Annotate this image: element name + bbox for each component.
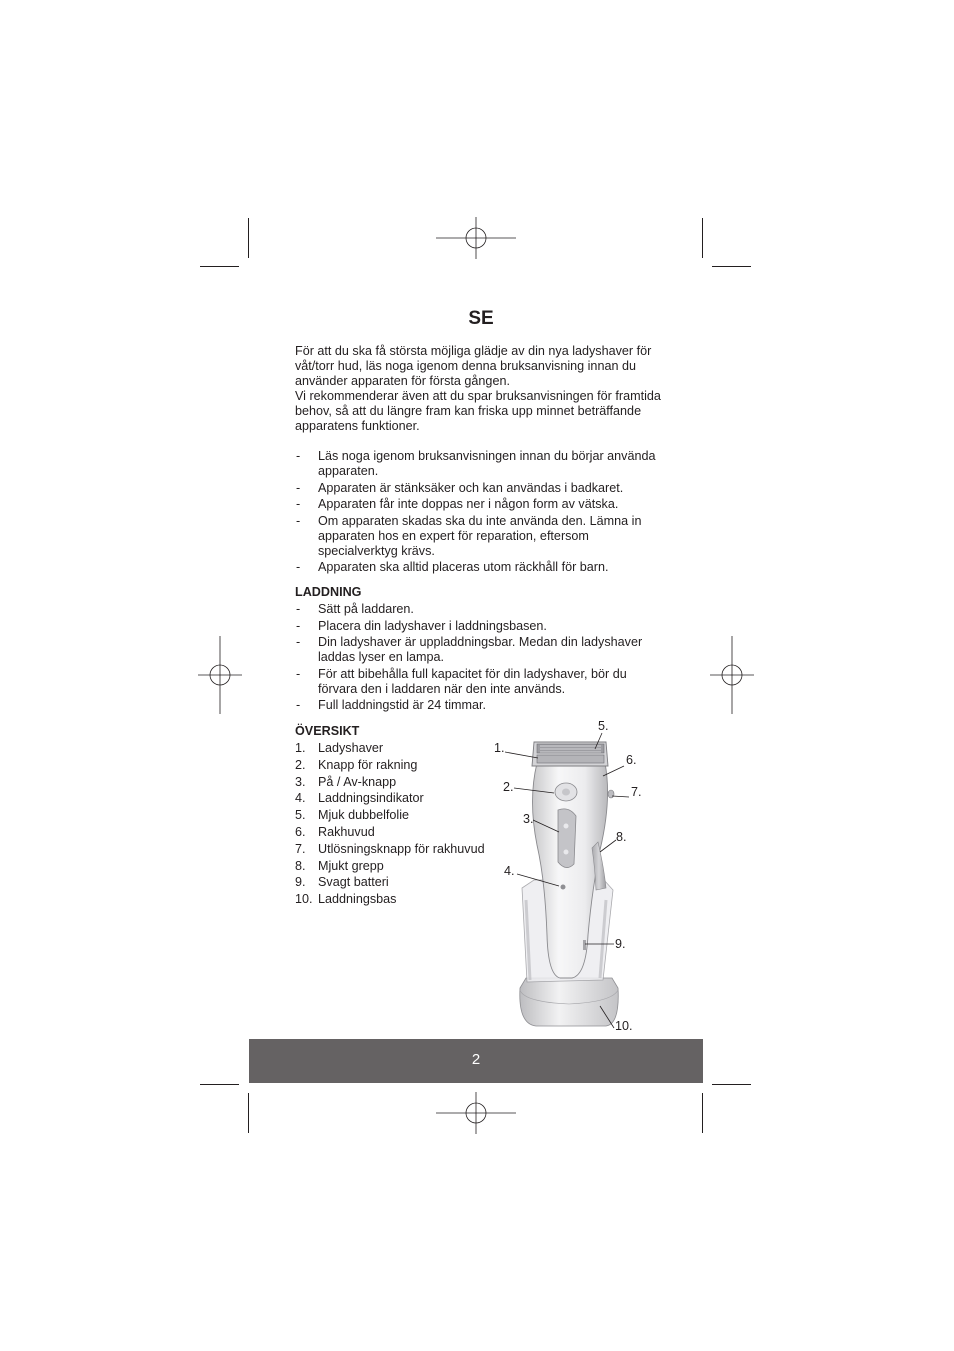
list-item: - Apparaten är stänksäker och kan användas i badkaret. <box>295 481 667 496</box>
on-off-button <box>558 809 576 868</box>
registration-mark-right <box>710 636 754 714</box>
registration-mark-top <box>436 217 516 259</box>
item-number: 1. <box>295 741 306 755</box>
item-number: 3. <box>295 774 306 789</box>
item-number: 10. <box>295 892 313 907</box>
crop-mark <box>200 1084 239 1085</box>
release-button <box>608 790 614 798</box>
item-label: På / Av-knapp <box>318 774 397 789</box>
language-heading: SE <box>468 308 494 329</box>
charging-base <box>520 978 618 1026</box>
page-number: 2 <box>471 1051 481 1068</box>
item-label: Knapp för rakning <box>318 757 418 772</box>
crop-mark <box>248 1093 249 1133</box>
item-label: Utlösningsknapp för rakhuvud <box>318 841 485 856</box>
ladyshaver-illustration <box>488 712 648 1040</box>
list-item: - Apparaten ska alltid placeras utom räckhåll för barn. <box>295 560 667 575</box>
item-number: 9. <box>295 875 306 890</box>
item-number: 5. <box>295 808 306 823</box>
footer-bar <box>249 1039 703 1083</box>
crop-mark <box>712 1084 751 1085</box>
callout-label: 9. <box>615 937 626 951</box>
item-label: Svagt batteri <box>318 875 389 890</box>
list-item: - Sätt på laddaren. <box>295 602 667 617</box>
intro-paragraph: Vi rekommenderar även att du spar bruksanvisningen för framtida behov, så att du längre fram kan friska upp minnet beträffande apparatens funktioner. <box>295 389 661 433</box>
callout-label: 3. <box>523 812 534 826</box>
callout-label: 10. <box>615 1019 633 1033</box>
callout-label: 1. <box>494 741 505 755</box>
callout-label: 6. <box>626 753 637 767</box>
list-item: - För att bibehålla full kapacitet för din ladyshaver, bör du förvara den i laddaren när den inte används. <box>295 667 667 697</box>
callout-label: 8. <box>616 830 627 844</box>
charging-indicator <box>561 885 566 890</box>
item-label: Laddningsbas <box>318 892 397 907</box>
low-battery-indicator <box>583 940 586 950</box>
list-item: - Apparaten får inte doppas ner i någon form av vätska. <box>295 497 667 512</box>
safety-list <box>295 449 667 575</box>
charging-list <box>295 602 667 713</box>
item-label: Mjukt grepp <box>318 858 384 873</box>
crop-mark <box>200 266 239 267</box>
crop-mark <box>702 218 703 258</box>
registration-mark-left <box>198 636 242 714</box>
intro-text <box>295 344 667 434</box>
list-item: - Din ladyshaver är uppladdningsbar. Medan din ladyshaver laddas lyser en lampa. <box>295 635 667 665</box>
charging-heading: LADDNING <box>295 585 362 599</box>
item-number: 2. <box>295 757 306 772</box>
list-item: - Om apparaten skadas ska du inte använda den. Lämna in apparaten hos en expert för reparation, eftersom specialverktyg krävs. <box>295 514 667 559</box>
item-number: 4. <box>295 791 306 806</box>
registration-mark-bottom <box>436 1092 516 1134</box>
item-label: Laddningsindikator <box>318 791 424 806</box>
item-number: 8. <box>295 858 306 873</box>
intro-paragraph: För att du ska få största möjliga glädje av din nya ladyshaver för våt/torr hud, läs noga igenom denna bruksanvisning innan du använder apparaten för första gången. <box>295 344 652 388</box>
crop-mark <box>702 1093 703 1133</box>
callout-label: 5. <box>598 719 609 733</box>
list-item: - Full laddningstid är 24 timmar. <box>295 698 667 713</box>
item-number: 6. <box>295 824 306 839</box>
item-label: Mjuk dubbelfolie <box>318 808 410 823</box>
callout-label: 4. <box>504 864 515 878</box>
callout-label: 2. <box>503 780 514 794</box>
list-item: - Läs noga igenom bruksanvisningen innan du börjar använda apparaten. <box>295 449 667 479</box>
list-item: - Placera din ladyshaver i laddningsbasen. <box>295 619 667 634</box>
crop-mark <box>248 218 249 258</box>
item-number: 7. <box>295 841 306 856</box>
crop-mark <box>712 266 751 267</box>
overview-heading: ÖVERSIKT <box>295 724 360 738</box>
item-label: Rakhuvud <box>318 824 375 839</box>
item-label: Ladyshaver <box>318 741 384 755</box>
callout-label: 7. <box>631 785 642 799</box>
